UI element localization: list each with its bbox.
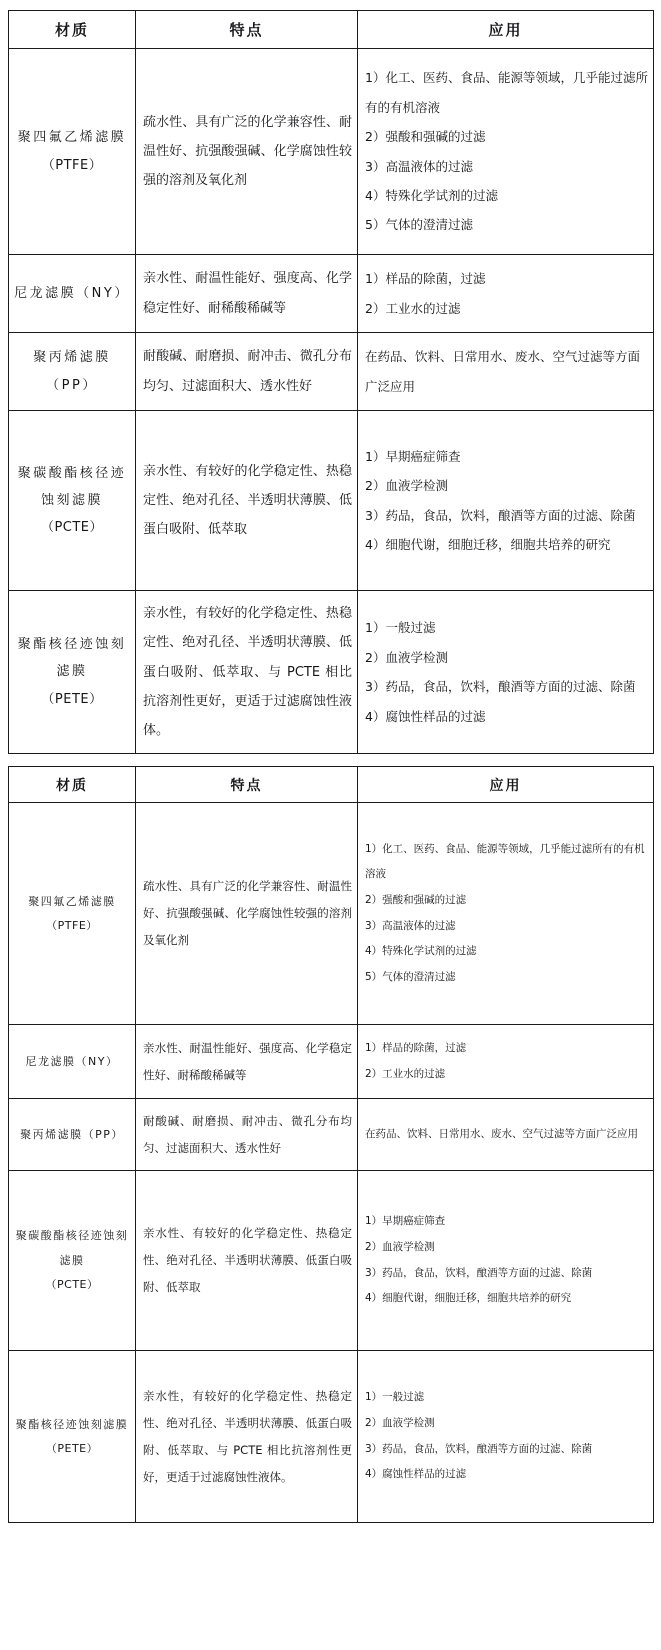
- applications-cell-pp: [358, 333, 654, 411]
- table-header: [9, 11, 654, 49]
- header-row: [9, 767, 654, 803]
- material-cell-pp: [9, 1099, 136, 1171]
- table-row: [9, 803, 654, 1025]
- applications-cell-ptfe: [358, 803, 654, 1025]
- table-header: [9, 767, 654, 803]
- application-item: 5）气体的澄清过滤: [365, 217, 473, 233]
- material-abbr: （PETE）: [45, 1441, 99, 1455]
- features-cell-pp: 耐酸碱、耐磨损、耐冲击、微孔分布均匀、过滤面积大、透水性好: [136, 1099, 358, 1171]
- material-abbr: （PTFE）: [46, 918, 98, 932]
- material-name: 聚丙烯滤膜（PP）: [33, 350, 111, 393]
- table-body: [9, 803, 654, 1523]
- application-item: 3）药品，食品，饮料，酿酒等方面的过滤、除菌: [365, 679, 636, 695]
- material-name: 尼龙滤膜（NY）: [14, 285, 130, 301]
- features-cell-pp: 耐酸碱、耐磨损、耐冲击、微孔分布均匀、过滤面积大、透水性好: [136, 333, 358, 411]
- material-cell-ptfe: [9, 803, 136, 1025]
- membrane-comparison-table: [8, 766, 654, 1523]
- material-name: 聚四氟乙烯滤膜: [17, 130, 127, 146]
- material-name: 聚碳酸酯核径迹蚀刻滤膜: [15, 1229, 129, 1267]
- material-cell-ptfe: [9, 49, 136, 255]
- application-item: 4）细胞代谢，细胞迁移，细胞共培养的研究: [365, 536, 611, 552]
- applications-cell-pcte: [358, 1171, 654, 1351]
- application-item: 3）药品，食品，饮料，酿酒等方面的过滤、除菌: [365, 507, 636, 523]
- material-name: 聚酯核径迹蚀刻滤膜: [15, 1417, 129, 1431]
- column-header-features: 特点: [136, 11, 358, 49]
- material-cell-pcte: [9, 411, 136, 591]
- application-item: 4）特殊化学试剂的过滤: [365, 187, 498, 203]
- features-cell-pete: 亲水性，有较好的化学稳定性、热稳定性、绝对孔径、半透明状薄膜、低蛋白吸附、低萃取、与 PCTE 相比抗溶剂性更好，更适于过滤腐蚀性液体。: [136, 1351, 358, 1523]
- material-cell-pete: [9, 1351, 136, 1523]
- application-item: 1）化工、医药、食品、能源等领域，几乎能过滤所有的有机溶液: [365, 842, 645, 881]
- table-row: [9, 1025, 654, 1099]
- column-header-material: 材质: [9, 11, 136, 49]
- application-item: 4）细胞代谢，细胞迁移，细胞共培养的研究: [365, 1292, 572, 1305]
- material-cell-ny: [9, 255, 136, 333]
- features-cell-ny: 亲水性、耐温性能好、强度高、化学稳定性好、耐稀酸稀碱等: [136, 255, 358, 333]
- application-item: 2）血液学检测: [365, 1417, 435, 1430]
- application-item: 在药品、饮料、日常用水、废水、空气过滤等方面广泛应用: [365, 1127, 638, 1140]
- applications-cell-pp: [358, 1099, 654, 1171]
- features-cell-ny: 亲水性、耐温性能好、强度高、化学稳定性好、耐稀酸稀碱等: [136, 1025, 358, 1099]
- application-item: 2）血液学检测: [365, 649, 448, 665]
- material-abbr: （PETE）: [41, 691, 103, 707]
- material-cell-ny: [9, 1025, 136, 1099]
- material-name: 聚四氟乙烯滤膜: [28, 894, 116, 908]
- application-item: 1）化工、医药、食品、能源等领域，几乎能过滤所有的有机溶液: [365, 70, 648, 115]
- material-name: 聚碳酸酯核径迹蚀刻滤膜: [17, 465, 127, 508]
- table-row: [9, 591, 654, 754]
- features-cell-ptfe: 疏水性、具有广泛的化学兼容性、耐温性好、抗强酸强碱、化学腐蚀性较强的溶剂及氧化剂: [136, 803, 358, 1025]
- features-cell-pete: 亲水性，有较好的化学稳定性、热稳定性、绝对孔径、半透明状薄膜、低蛋白吸附、低萃取、与 PCTE 相比抗溶剂性更好，更适于过滤腐蚀性液体。: [136, 591, 358, 754]
- application-item: 3）高温液体的过滤: [365, 919, 456, 932]
- material-abbr: （PTFE）: [41, 157, 103, 173]
- applications-cell-ny: [358, 1025, 654, 1099]
- column-header-applications: 应用: [358, 767, 654, 803]
- membrane-table-copy-2: [0, 754, 661, 1523]
- material-name: 聚丙烯滤膜（PP）: [20, 1127, 124, 1141]
- application-item: 3）药品，食品，饮料，酿酒等方面的过滤、除菌: [365, 1442, 593, 1455]
- column-header-applications: 应用: [358, 11, 654, 49]
- material-cell-pp: [9, 333, 136, 411]
- table-row: [9, 333, 654, 411]
- features-cell-ptfe: 疏水性、具有广泛的化学兼容性、耐温性好、抗强酸强碱、化学腐蚀性较强的溶剂及氧化剂: [136, 49, 358, 255]
- header-row: [9, 11, 654, 49]
- application-item: 2）血液学检测: [365, 478, 448, 494]
- material-abbr: （PCTE）: [40, 520, 104, 536]
- table-row: [9, 1099, 654, 1171]
- table-row: [9, 411, 654, 591]
- table-row: [9, 255, 654, 333]
- application-item: 1）一般过滤: [365, 1391, 425, 1404]
- application-item: 1）早期癌症筛查: [365, 448, 461, 464]
- table-body: [9, 49, 654, 754]
- application-item: 2）强酸和强碱的过滤: [365, 129, 486, 145]
- application-item: 4）腐蚀性样品的过滤: [365, 1468, 467, 1481]
- applications-cell-pcte: [358, 411, 654, 591]
- table-row: [9, 49, 654, 255]
- membrane-comparison-table: [8, 10, 654, 754]
- column-header-features: 特点: [136, 767, 358, 803]
- application-item: 1）一般过滤: [365, 620, 436, 636]
- material-name: 聚酯核径迹蚀刻滤膜: [17, 637, 127, 680]
- material-name: 尼龙滤膜（NY）: [25, 1054, 119, 1068]
- applications-cell-pete: [358, 1351, 654, 1523]
- membrane-table-copy-1: [0, 0, 661, 754]
- application-item: 4）腐蚀性样品的过滤: [365, 708, 486, 724]
- application-item: 2）工业水的过滤: [365, 300, 461, 316]
- table-row: [9, 1171, 654, 1351]
- application-item: 1）样品的除菌，过滤: [365, 271, 486, 287]
- column-header-material: 材质: [9, 767, 136, 803]
- application-item: 3）药品，食品，饮料，酿酒等方面的过滤、除菌: [365, 1266, 593, 1279]
- features-cell-pcte: 亲水性、有较好的化学稳定性、热稳定性、绝对孔径、半透明状薄膜、低蛋白吸附、低萃取: [136, 411, 358, 591]
- applications-cell-ptfe: [358, 49, 654, 255]
- application-item: 2）工业水的过滤: [365, 1067, 446, 1080]
- application-item: 在药品、饮料、日常用水、废水、空气过滤等方面广泛应用: [365, 349, 641, 394]
- application-item: 5）气体的澄清过滤: [365, 971, 456, 984]
- material-cell-pete: [9, 591, 136, 754]
- applications-cell-ny: [358, 255, 654, 333]
- material-cell-pcte: [9, 1171, 136, 1351]
- application-item: 1）早期癌症筛查: [365, 1215, 446, 1228]
- features-cell-pcte: 亲水性、有较好的化学稳定性、热稳定性、绝对孔径、半透明状薄膜、低蛋白吸附、低萃取: [136, 1171, 358, 1351]
- material-abbr: （PCTE）: [45, 1277, 99, 1291]
- application-item: 2）血液学检测: [365, 1241, 435, 1254]
- table-row: [9, 1351, 654, 1523]
- application-item: 2）强酸和强碱的过滤: [365, 894, 467, 907]
- application-item: 1）样品的除菌，过滤: [365, 1042, 467, 1055]
- applications-cell-pete: [358, 591, 654, 754]
- application-item: 4）特殊化学试剂的过滤: [365, 945, 477, 958]
- application-item: 3）高温液体的过滤: [365, 158, 473, 174]
